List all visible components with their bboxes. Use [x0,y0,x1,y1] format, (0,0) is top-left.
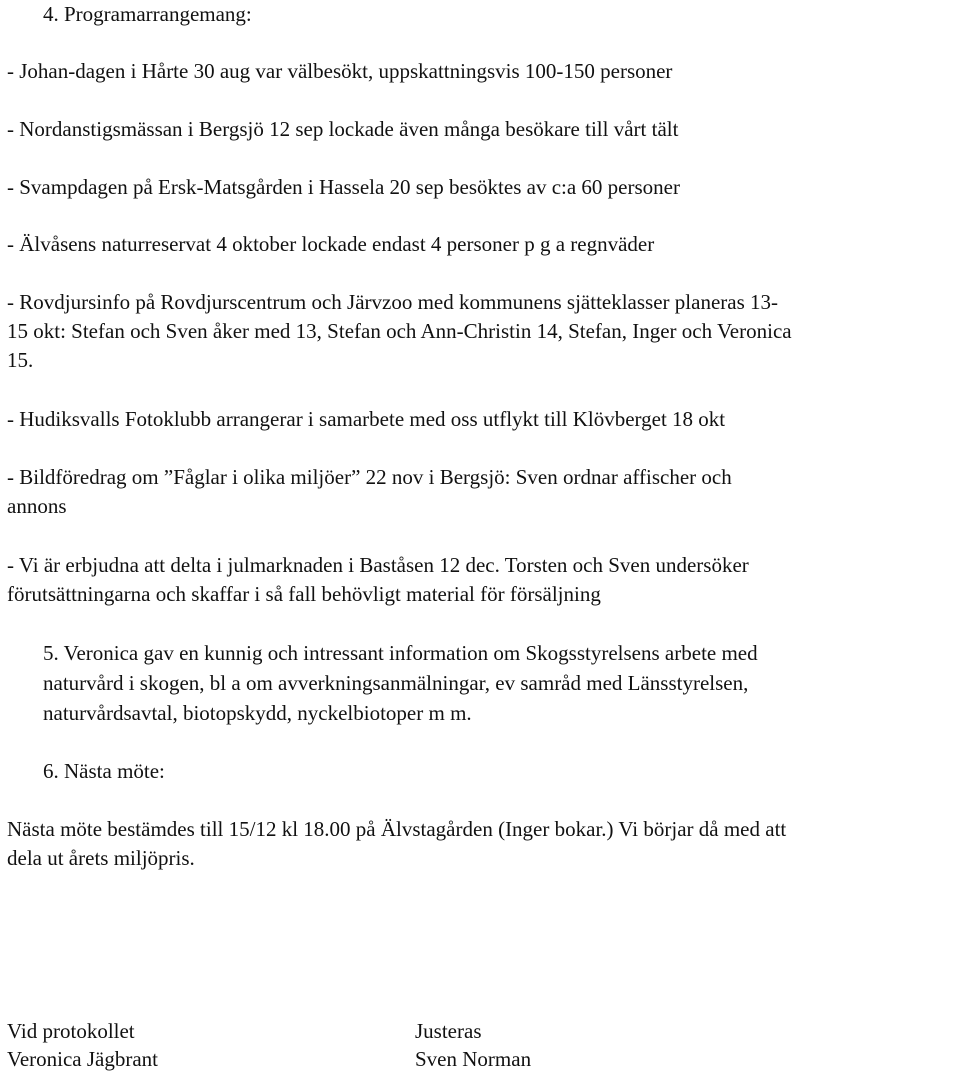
programme-heading: 4. Programarrangemang: [43,2,252,26]
julmarknad-line-2: förutsättningarna och skaffar i så fall behövligt material för försäljning [7,582,601,606]
bildforedrag-line-1: - Bildföredrag om ”Fåglar i olika miljöer” 22 nov i Bergsjö: Sven ordnar affischer och [7,465,732,489]
next-meeting-line-2: dela ut årets miljöpris. [7,846,195,870]
bildforedrag-line-2: annons [7,494,67,518]
item6-heading: 6. Nästa möte: [43,759,165,783]
signature-right-name: Sven Norman [415,1047,532,1071]
item5-line-2: naturvård i skogen, bl a om avverkningsanmälningar, ev samråd med Länsstyrelsen, [43,671,749,695]
item5-line-1: 5. Veronica gav en kunnig och intressant information om Skogsstyrelsens arbete med [43,641,758,665]
programme-item-nordanstigsmassan: - Nordanstigsmässan i Bergsjö 12 sep lockade även många besökare till vårt tält [7,117,679,141]
signature-right-role: Justeras [415,1019,482,1043]
next-meeting-line-1: Nästa möte bestämdes till 15/12 kl 18.00 på Älvstagården (Inger bokar.) Vi börjar då med att [7,817,787,841]
signature-right [415,1017,531,1073]
signature-left-role: Vid protokollet [7,1019,135,1043]
signature-left-name: Veronica Jägbrant [7,1047,159,1071]
item5-line-3: naturvårdsavtal, biotopskydd, nyckelbiotoper m m. [43,701,472,725]
rovdjur-line-2: 15 okt: Stefan och Sven åker med 13, Stefan och Ann-Christin 14, Stefan, Inger och Veronica [7,319,792,343]
signature-left [7,1017,158,1073]
rovdjur-line-1: - Rovdjursinfo på Rovdjurscentrum och Järvzoo med kommunens sjätteklasser planeras 13- [7,290,778,314]
julmarknad-line-1: - Vi är erbjudna att delta i julmarknaden i Baståsen 12 dec. Torsten och Sven undersöker [7,553,749,577]
rovdjur-line-3: 15. [7,348,34,372]
programme-item-alvasens: - Älvåsens naturreservat 4 oktober lockade endast 4 personer p g a regnväder [7,232,655,256]
fotoklubb-item: - Hudiksvalls Fotoklubb arrangerar i samarbete med oss utflykt till Klövberget 18 okt [7,407,726,431]
programme-item-svampdagen: - Svampdagen på Ersk-Matsgården i Hassela 20 sep besöktes av c:a 60 personer [7,175,680,199]
programme-item-johan-dagen: - Johan-dagen i Hårte 30 aug var välbesökt, uppskattningsvis 100-150 personer [7,59,673,83]
